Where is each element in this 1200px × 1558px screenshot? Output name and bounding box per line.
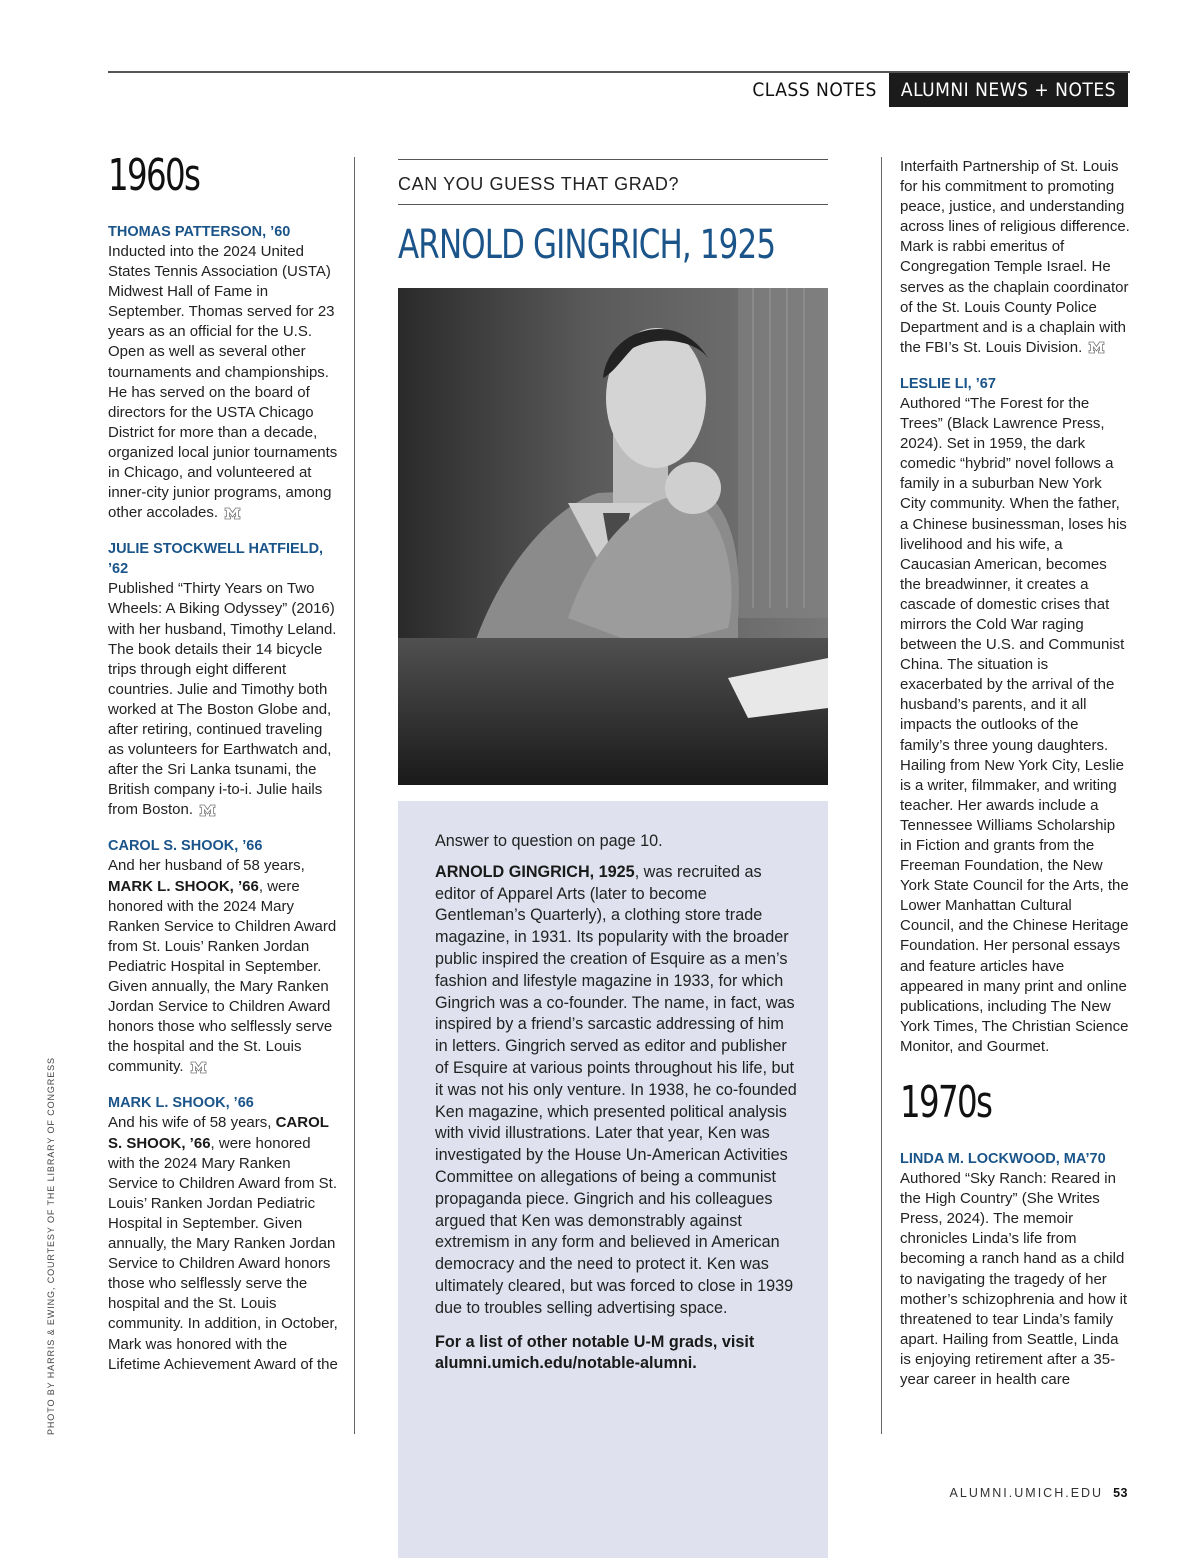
note-text: Published “Thirty Years on Two Wheels: A Biking Odyssey” (2016) with her husband, Timothy Leland. The book details their 14 bicycle trips through eight different countries. Julie and Timothy both worked at The Boston Globe and, after retiring, continued traveling as volunteers for Earthwatch and, after the Sri Lanka tsunami, the British company i-to-i. Julie hails from Boston. bbox=[108, 580, 337, 819]
notable-alumni-link[interactable]: For a list of other notable U-M grads, visit alumni.umich.edu/notable-alumni. bbox=[435, 1332, 755, 1373]
answer-body bbox=[435, 862, 800, 1320]
note-text: Authored “The Forest for the Trees” (Black Lawrence Press, 2024). Set in 1959, the dark comedic “hybrid” novel follows a family in a suburban New York City community. When the father, a Chinese businessman, loses his livelihood and his wife, a Caucasian American, becomes the breadwinner, it creates a cascade of domestic crises that mirrors the Cold War raging between the U.S. and Communist China. The situation is exacerbated by the arrival of the husband’s parents, and it all impacts the outlooks of the family’s three young daughters. Hailing from New York City, Leslie is a writer, filmmaker, and writing teacher. Her awards include a Tennessee Williams Scholarship in Fiction and grants from the Freeman Foundation, the New York State Council for the Arts, the Lower Manhattan Cultural Council, and the Chinese Heritage Foundation. Her personal essays and feature articles have appeared in many print and online publications, including The New York Times, The Christian Science Monitor, and Gourmet. bbox=[900, 394, 1129, 1055]
spouse-name: CAROL S. SHOOK, ’66 bbox=[108, 1114, 329, 1152]
answer-subject: ARNOLD GINGRICH, 1925 bbox=[435, 862, 635, 881]
kicker-rule-bottom bbox=[398, 204, 828, 205]
alum-name: JULIE STOCKWELL HATFIELD, ’62 bbox=[108, 541, 324, 578]
answer-content bbox=[435, 831, 800, 1375]
note-entry bbox=[900, 1149, 1130, 1390]
note-continuation bbox=[900, 157, 1130, 358]
tab-alumni-news[interactable]: ALUMNI NEWS + NOTES bbox=[889, 73, 1128, 107]
alum-name: LESLIE LI, ’67 bbox=[900, 375, 996, 392]
kicker-rule-top bbox=[398, 159, 828, 160]
right-column bbox=[900, 157, 1130, 1406]
column-divider-right bbox=[881, 157, 882, 1434]
note-entry bbox=[900, 374, 1130, 1057]
spouse-name: MARK L. SHOOK, ’66 bbox=[108, 877, 259, 895]
headline: ARNOLD GINGRICH, 1925 bbox=[398, 222, 776, 268]
block-m-icon bbox=[199, 804, 216, 817]
note-text-pre: And his wife of 58 years, bbox=[108, 1114, 276, 1132]
portrait-illustration bbox=[398, 288, 828, 785]
block-m-icon bbox=[224, 507, 241, 520]
note-text-pre: And her husband of 58 years, bbox=[108, 857, 305, 875]
block-m-icon bbox=[1088, 341, 1105, 354]
note-text-post: , were honored with the 2024 Mary Ranken Service to Children Award from St. Louis’ Ranken Jordan Pediatric Hospital in September. Given annually, the Mary Ranken Jordan Service to Children Award honors those who selflessly serve the hospital and the St. Louis community. bbox=[108, 877, 337, 1076]
note-text-post: , were honored with the 2024 Mary Ranken Service to Children Award from St. Louis’ Ranken Jordan Pediatric Hospital in September. Given annually, the Mary Ranken Jordan Service to Children Award honors those who selflessly serve the hospital and the St. Louis community. In addition, in October, Mark was honored with the Lifetime Achievement Award of the bbox=[108, 1134, 338, 1373]
alum-name: MARK L. SHOOK, ’66 bbox=[108, 1095, 254, 1112]
page-footer bbox=[950, 1486, 1128, 1500]
portrait-photo bbox=[398, 288, 828, 785]
answer-intro: Answer to question on page 10. bbox=[435, 832, 663, 850]
footer-site[interactable]: ALUMNI.UMICH.EDU bbox=[949, 1486, 1104, 1500]
kicker: CAN YOU GUESS THAT GRAD? bbox=[398, 174, 680, 194]
note-entry bbox=[108, 222, 340, 523]
note-text: Authored “Sky Ranch: Reared in the High Country” (She Writes Press, 2024). The memoir chronicles Linda’s life from becoming a ranch hand as a child to navigating the tragedy of her mother’s schizophrenia and how it threatened to tear Linda’s family apart. Hailing from Seattle, Linda is enjoying retirement after a 35-year career in health care bbox=[900, 1170, 1128, 1388]
block-m-icon bbox=[190, 1061, 207, 1074]
photo-credit: PHOTO BY HARRIS & EWING, COURTESY OF THE LIBRARY OF CONGRESS bbox=[46, 1057, 56, 1435]
alum-name: CAROL S. SHOOK, ’66 bbox=[108, 838, 263, 855]
section-tabs bbox=[740, 73, 1128, 107]
note-entry bbox=[108, 1093, 340, 1374]
note-entry bbox=[108, 539, 340, 820]
tab-class-notes[interactable]: CLASS NOTES bbox=[752, 79, 877, 101]
alum-name: THOMAS PATTERSON, ’60 bbox=[108, 224, 291, 240]
left-column bbox=[108, 150, 340, 1391]
column-divider-left bbox=[354, 157, 355, 1434]
answer-text: , was recruited as editor of Apparel Arts (later to become Gentleman’s Quarterly), a clothing store trade magazine, in 1931. Its popularity with the broader public inspired the creation of Esquire as a men’s fashion and lifestyle magazine in 1933, for which Gingrich was a co-founder. The name, in fact, was inspired by a friend’s sarcastic addressing of him in letters. Gingrich served as editor and publisher of Esquire at various points throughout his life, but it was not his only venture. In 1938, he co-founded Ken magazine, which presented political analysis with vivid illustrations. Later that year, Ken was investigated by the House Un-American Activities Committee on allegations of being a communist propaganda piece. Gingrich and his colleagues argued that Ken was demonstrably against extremism in any form and believed in American democracy and the need to protect it. Ken was ultimately cleared, but was forced to close in 1939 due to troubles selling advertising space. bbox=[435, 862, 797, 1317]
alum-name: LINDA M. LOCKWOOD, MA’70 bbox=[900, 1151, 1106, 1168]
page-number: 53 bbox=[1113, 1486, 1128, 1500]
note-entry bbox=[108, 836, 340, 1077]
decade-heading-1960s: 1960s bbox=[108, 150, 200, 201]
decade-heading-1970s: 1970s bbox=[900, 1077, 992, 1129]
answer-box bbox=[398, 801, 828, 1558]
note-text: Inducted into the 2024 United States Tennis Association (USTA) Midwest Hall of Fame in September. Thomas served for 23 years as an official for the U.S. Open as well as several other tournaments and championships. He has served on the board of directors for the USTA Chicago District for more than a decade, organized local junior tournaments in Chicago, and volunteered at inner-city junior programs, among other accolades. bbox=[108, 243, 338, 522]
note-text: Interfaith Partnership of St. Louis for his commitment to promoting peace, justice, and understanding across lines of religious difference. Mark is rabbi emeritus of Congregation Temple Israel. He serves as the chaplain coordinator of the St. Louis County Police Department and is a chaplain with the FBI’s St. Louis Division. bbox=[900, 158, 1130, 356]
